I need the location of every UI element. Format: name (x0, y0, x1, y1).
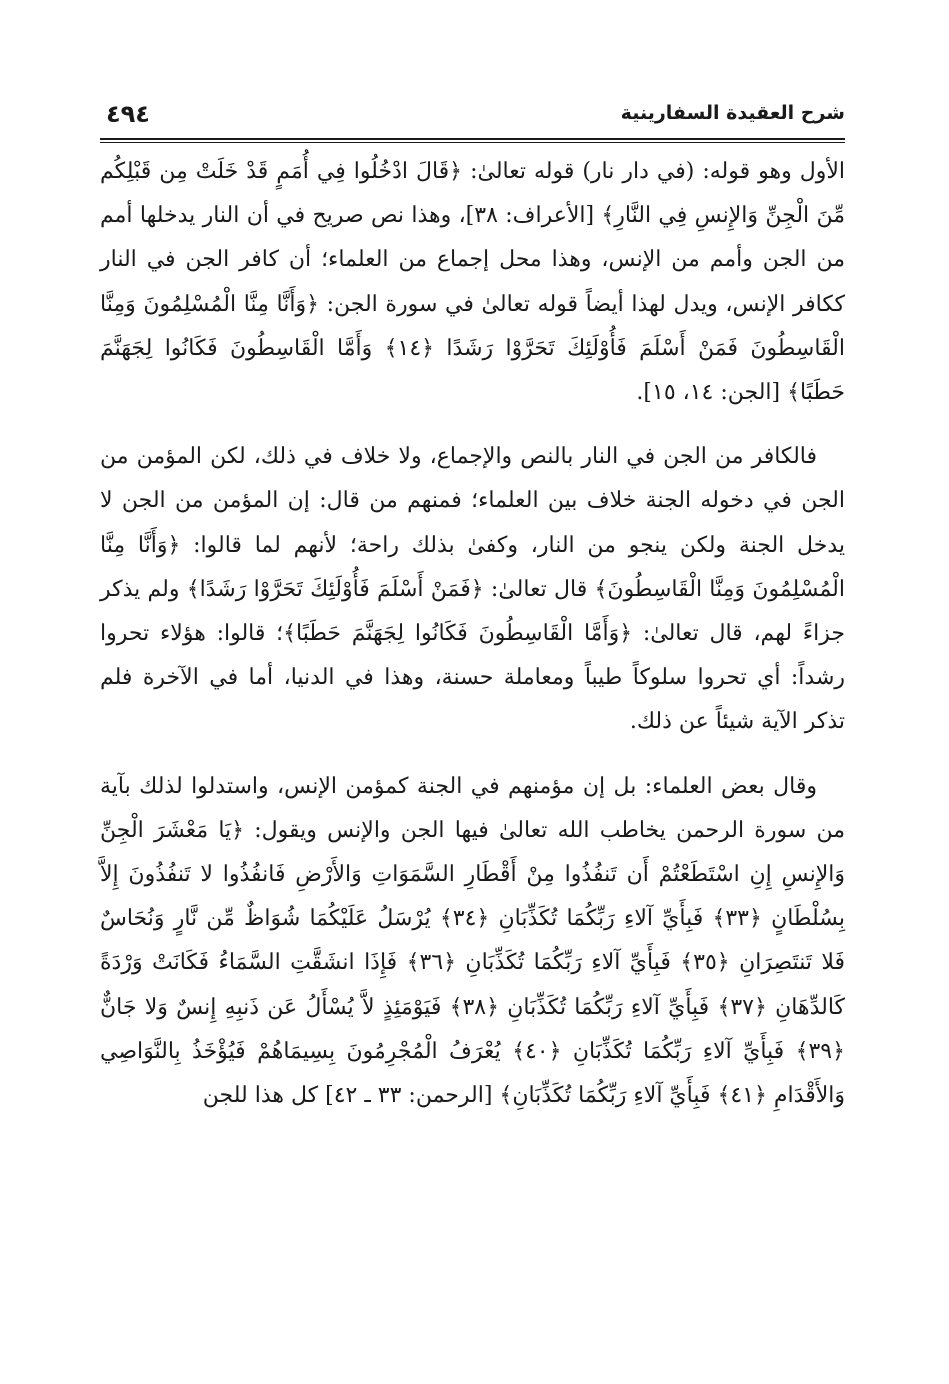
header-rule-thin (100, 142, 845, 143)
header-rule (100, 138, 845, 140)
paragraph-2: فالكافر من الجن في النار بالنص والإجماع، ولا خلاف في ذلك، لكن المؤمن من الجن في دخوله الجنة خلاف بين العلماء؛ فمنهم من قال: إن المؤمن من الجن لا يدخل الجنة ولكن ينجو من النار، وكفىٰ بذلك راحة؛ لأنهم لما قالوا: ﴿وَأَنَّا مِنَّا الْمُسْلِمُونَ وَمِنَّا الْقَاسِطُونَ﴾ قال تعالىٰ: ﴿فَمَنْ أَسْلَمَ فَأُوْلَئِكَ تَحَرَّوْا رَشَدًا﴾ ولم يذكر جزاءً لهم، قال تعالىٰ: ﴿وَأَمَّا الْقَاسِطُونَ فَكَانُوا لِجَهَنَّمَ حَطَبًا﴾؛ قالوا: هؤلاء تحروا رشداً: أي تحروا سلوكاً طيباً ومعاملة حسنة، وهذا في الدنيا، أما في الآخرة فلم تذكر الآية شيئاً عن ذلك. (100, 444, 845, 735)
running-title: شرح العقيدة السفارينية (620, 102, 845, 124)
paragraph-3: وقال بعض العلماء: بل إن مؤمنهم في الجنة كمؤمن الإنس، واستدلوا لذلك بآية من سورة الرحمن يخاطب الله تعالىٰ فيها الجن والإنس ويقول: ﴿يَا مَعْشَرَ الْجِنِّ وَالإِنسِ إِنِ اسْتَطَعْتُمْ أَن تَنفُذُوا مِنْ أَقْطَارِ السَّمَوَاتِ وَالأَرْضِ فَانفُذُوا لا تَنفُذُونَ إِلاَّ بِسُلْطَانٍ ﴿٣٣﴾ فَبِأَيِّ آلاءِ رَبِّكُمَا تُكَذِّبَانِ ﴿٣٤﴾ يُرْسَلُ عَلَيْكُمَا شُوَاظٌ مِّن نَّارٍ وَنُحَاسٌ فَلا تَنتَصِرَانِ ﴿٣٥﴾ فَبِأَيِّ آلاءِ رَبِّكُمَا تُكَذِّبَانِ ﴿٣٦﴾ فَإِذَا انشَقَّتِ السَّمَاءُ فَكَانَتْ وَرْدَةً كَالدِّهَانِ ﴿٣٧﴾ فَبِأَيِّ آلاءِ رَبِّكُمَا تُكَذِّبَانِ ﴿٣٨﴾ فَيَوْمَئِذٍ لاَّ يُسْأَلُ عَن ذَنبِهِ إِنسٌ وَلا جَانٌّ ﴿٣٩﴾ فَبِأَيِّ آلاءِ رَبِّكُمَا تُكَذِّبَانِ ﴿٤٠﴾ يُعْرَفُ الْمُجْرِمُونَ بِسِيمَاهُمْ فَيُؤْخَذُ بِالنَّوَاصِي وَالأَقْدَامِ ﴿٤١﴾ فَبِأَيِّ آلاءِ رَبِّكُمَا تُكَذِّبَانِ﴾ [الرحمن: ٣٣ ـ ٤٢] كل هذا للجن (100, 773, 846, 1109)
page-header (100, 100, 845, 136)
page-number: ٤٩٤ (106, 100, 150, 128)
body-text (100, 150, 845, 1138)
paragraph-1: الأول وهو قوله: (في دار نار) قوله تعالىٰ: ﴿قَالَ ادْخُلُوا فِي أُمَمٍ قَدْ خَلَتْ مِن قَبْلِكُم مِّنَ الْجِنِّ وَالإِنسِ فِي النَّارِ﴾ [الأعراف: ٣٨]، وهذا نص صريح في أن النار يدخلها أمم من الجن وأمم من الإنس، وهذا محل إجماع من العلماء؛ أن كافر الجن في النار ككافر الإنس، ويدل لهذا أيضاً قوله تعالىٰ في سورة الجن: ﴿وَأَنَّا مِنَّا الْمُسْلِمُونَ وَمِنَّا الْقَاسِطُونَ فَمَنْ أَسْلَمَ فَأُوْلَئِكَ تَحَرَّوْا رَشَدًا ﴿١٤﴾ وَأَمَّا الْقَاسِطُونَ فَكَانُوا لِجَهَنَّمَ حَطَبًا﴾ [الجن: ١٤، ١٥]. (100, 159, 845, 406)
